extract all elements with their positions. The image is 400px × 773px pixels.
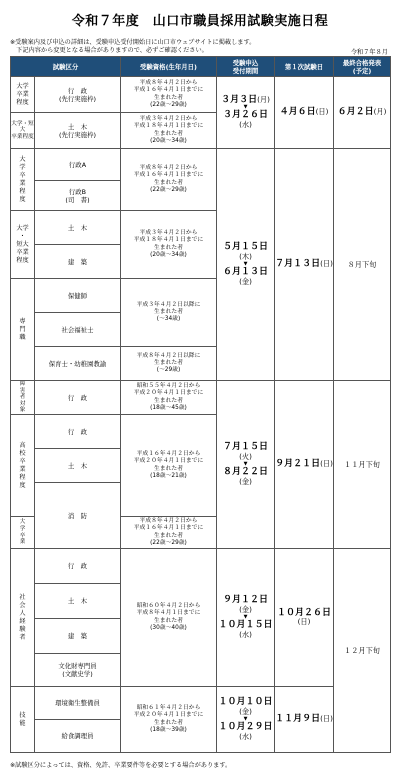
category-kenchiku: 建 築 <box>35 619 121 654</box>
schedule-table <box>10 56 391 753</box>
table-row <box>11 149 391 181</box>
application-period-1: ３月３日(月) ▼ ３月２６日(水) <box>217 77 275 149</box>
group-daisotsu: 大学 卒業 程度 <box>11 77 35 113</box>
category-bunkazai: 文化財専門員 (文献史学) <box>35 654 121 687</box>
category-doboku-senko: 土 木 (先行実施枠) <box>35 113 121 149</box>
header-final: 最終合格発表 (予定) <box>334 57 391 77</box>
application-period-4: ９月１２日(金) ▼ １０月１５日(水) <box>217 549 275 687</box>
group-kousotsu: 高 校 卒 業 程 度 <box>11 415 35 517</box>
eligibility: 平成８年４月２日から 平成１６年４月１日までに 生まれた者 (22歳〜29歳) <box>121 517 217 549</box>
application-period-5: １０月１０日(金) ▼ １０月２９日(水) <box>217 687 275 753</box>
category-doboku: 土 木 <box>35 211 121 245</box>
eligibility: 昭和６０年４月２日から 平成８年４月１日までに 生まれた者 (30歳〜40歳) <box>121 549 217 687</box>
note-line-2: 下記内容から変更となる場合がありますので、必ずご確認ください。 <box>10 47 208 54</box>
header-first-exam: 第１次試験日 <box>275 57 334 77</box>
first-exam-3: ９月２１日(日) <box>275 381 334 549</box>
first-exam-5: １１月９日(日) <box>275 687 334 753</box>
final-result-1: ６月２日(月) <box>334 77 391 149</box>
footnote: ※試験区分によっては、資格、免許、卒業要件等を必要とする場合があります。 <box>10 762 232 769</box>
arrow-down-icon: ▼ <box>243 104 248 110</box>
category-gyosei-b: 行政B (司 書) <box>35 181 121 211</box>
header-eligibility: 受験資格(生年月日) <box>121 57 217 77</box>
table-row <box>11 381 391 415</box>
eligibility: 平成３年４月２日から 平成１８年４月１日までに 生まれた者 (20歳〜34歳) <box>121 113 217 149</box>
arrow-down-icon: ▼ <box>243 614 248 620</box>
category-gyosei-shogai: 行 政 <box>35 381 121 415</box>
category-shobo: 消 防 <box>35 483 121 549</box>
eligibility: 平成１６年４月２日から 平成２０年４月１日までに 生まれた者 (18歳〜21歳) <box>121 415 217 517</box>
eligibility: 昭和５５年４月２日から 平成２０年４月１日までに 生まれた者 (18歳〜45歳) <box>121 381 217 415</box>
arrow-down-icon: ▼ <box>243 261 248 267</box>
final-result-4: １２月下旬 <box>334 549 391 753</box>
table-row <box>11 549 391 584</box>
eligibility: 平成３年４月２日以降に 生まれた者 (〜34歳) <box>121 279 217 347</box>
header-period: 受験申込 受付期間 <box>217 57 275 77</box>
group-ginou: 技 能 <box>11 687 35 753</box>
category-gyosei: 行 政 <box>35 549 121 584</box>
first-exam-2: ７月１３日(日) <box>275 149 334 381</box>
eligibility: 平成８年４月２日以降に 生まれた者 (〜29歳) <box>121 347 217 381</box>
category-gyosei-senko: 行 政 (先行実施枠) <box>35 77 121 113</box>
table-row <box>11 77 391 113</box>
eligibility: 平成８年４月２日から 平成１６年４月１日までに 生まれた者 (22歳〜29歳) <box>121 149 217 211</box>
arrow-down-icon: ▼ <box>243 461 248 467</box>
category-doboku: 土 木 <box>35 584 121 619</box>
group-tandai: 大学 ・ 短大 卒業 程度 <box>11 211 35 279</box>
category-gyosei: 行 政 <box>35 415 121 449</box>
category-gyosei-a: 行政A <box>35 149 121 181</box>
application-period-2: ５月１５日(木) ▼ ６月１３日(金) <box>217 149 275 381</box>
category-hokenshi: 保健師 <box>35 279 121 313</box>
group-tandai: 大学・短大 卒業程度 <box>11 113 35 149</box>
header-category: 試験区分 <box>11 57 121 77</box>
category-kenchiku: 建 築 <box>35 245 121 279</box>
first-exam-1: ４月６日(日) <box>275 77 334 149</box>
group-daisotsu: 大 学 卒 業 程 度 <box>11 149 35 211</box>
category-hoikushi: 保育士・幼稚園教諭 <box>35 347 121 381</box>
final-result-2: ８月下旬 <box>334 149 391 381</box>
application-period-3: ７月１５日(火) ▼ ８月２２日(金) <box>217 381 275 549</box>
group-daisotsu: 大 学 卒 業 <box>11 517 35 549</box>
page-title: 令和７年度 山口市職員採用試験実施日程 <box>71 14 329 29</box>
note-line-1: ※受験案内及び申込の詳細は、受験申込受付開始日に山口市ウェブサイトに掲載します。 <box>10 39 256 46</box>
group-senmon: 専 門 職 <box>11 279 35 381</box>
issue-date: 令和７年８月 <box>350 49 388 56</box>
category-shakaifukushi: 社会福祉士 <box>35 313 121 347</box>
header-row <box>11 57 391 77</box>
category-doboku: 土 木 <box>35 449 121 483</box>
final-result-3: １１月下旬 <box>334 381 391 549</box>
group-shogai: 障 害 者 対 象 <box>11 381 35 415</box>
category-kankyoeisei: 環境衛生整備員 <box>35 687 121 720</box>
eligibility: 昭和６１年４月２日から 平成２０年４月１日までに 生まれた者 (18歳〜39歳) <box>121 687 217 753</box>
category-kyushoku: 給食調理員 <box>35 720 121 753</box>
group-shakaijin: 社 会 人 経 験 者 <box>11 549 35 687</box>
arrow-down-icon: ▼ <box>243 716 248 722</box>
first-exam-4: １０月２６日(日) <box>275 549 334 687</box>
eligibility: 平成８年４月２日から 平成１６年４月１日までに 生まれた者 (22歳〜29歳) <box>121 77 217 113</box>
eligibility: 平成３年４月２日から 平成１８年４月１日までに 生まれた者 (20歳〜34歳) <box>121 211 217 279</box>
notes <box>10 39 390 55</box>
